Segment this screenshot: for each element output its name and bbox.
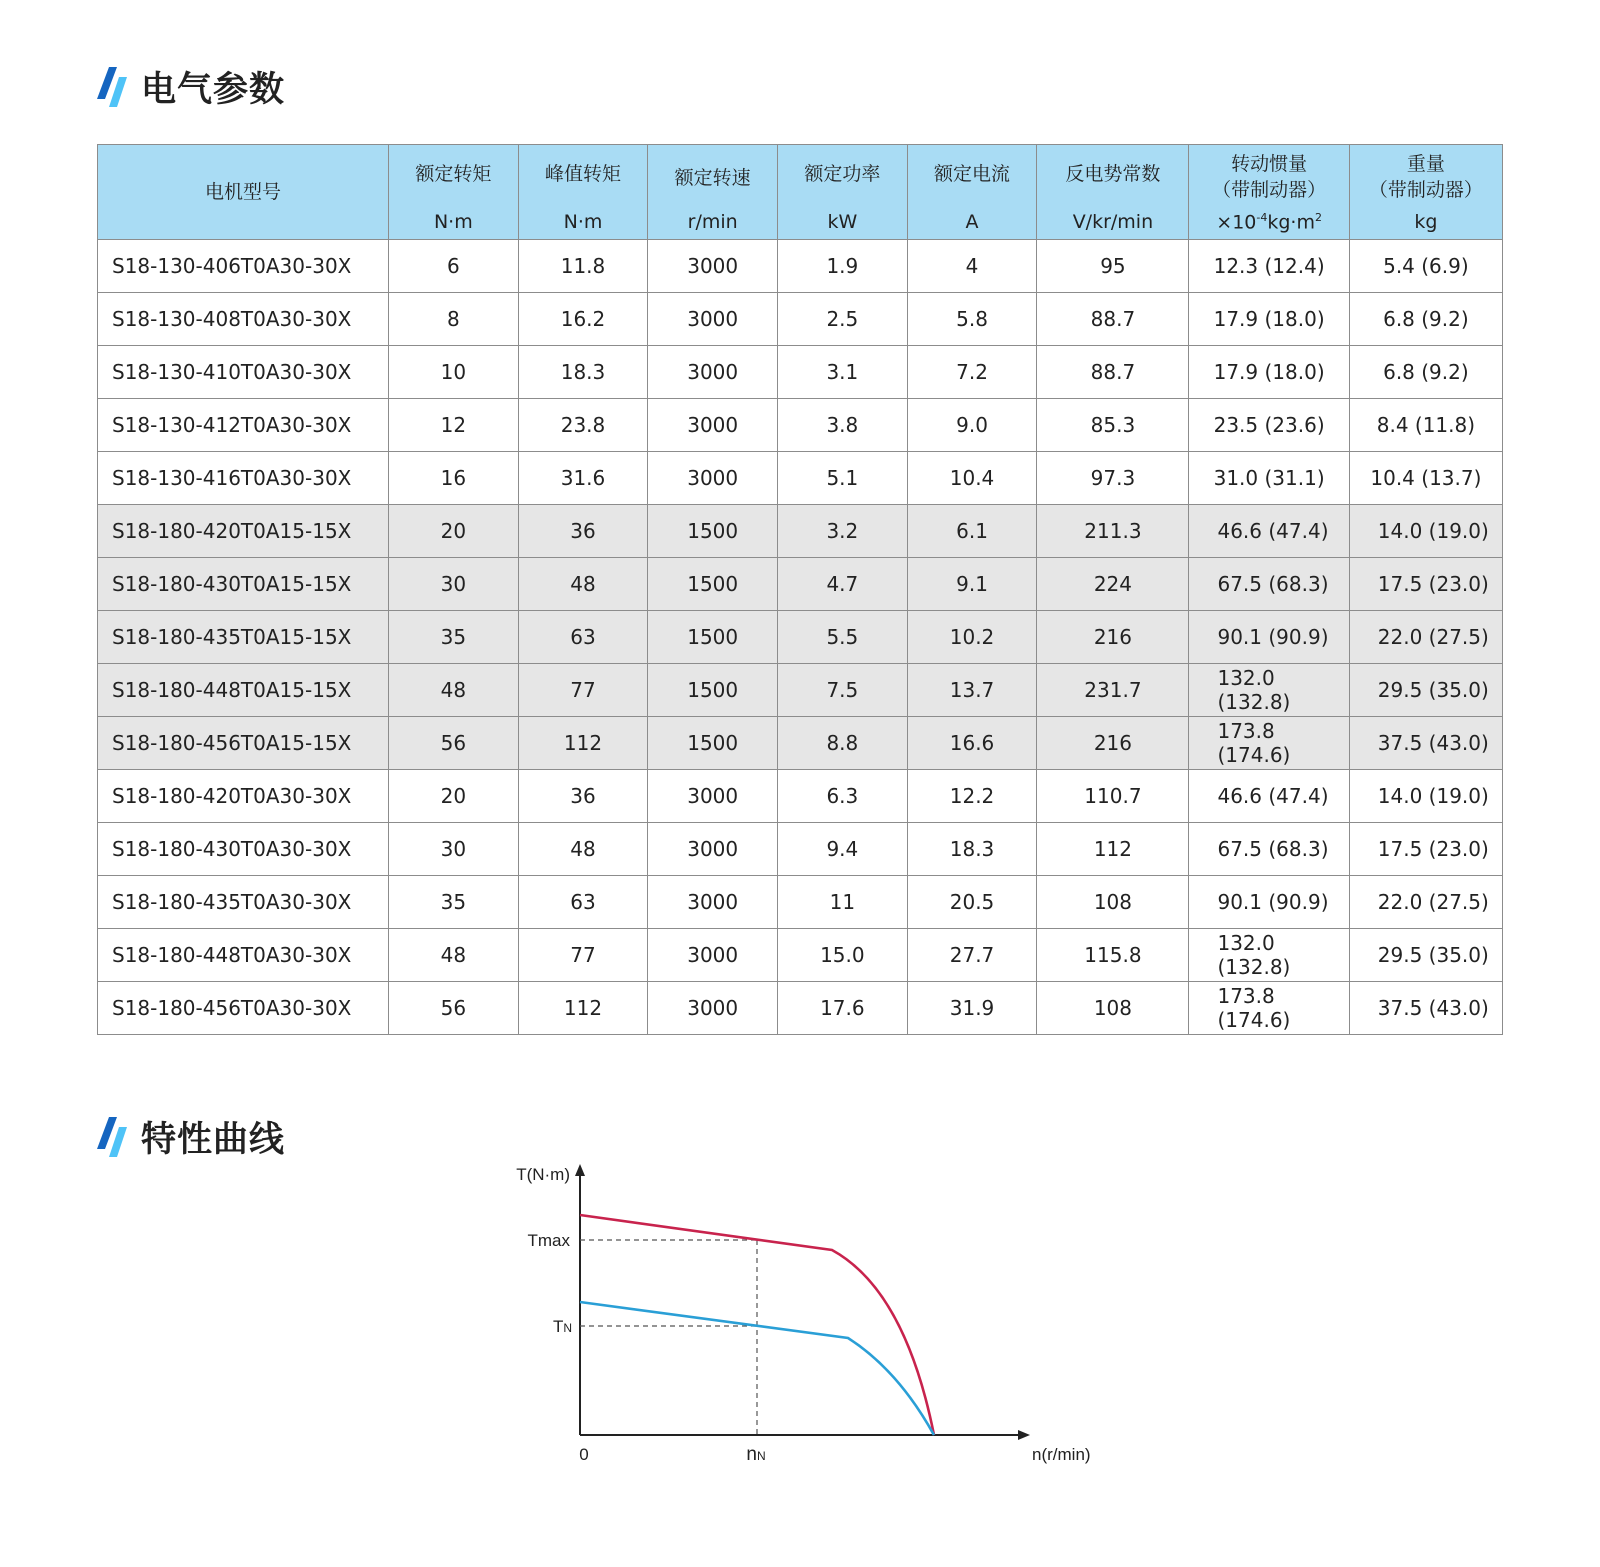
table-cell: 173.8 (174.6): [1189, 982, 1349, 1035]
table-cell: 56: [389, 982, 519, 1035]
table-cell: 20: [389, 505, 519, 558]
table-cell: 48: [389, 664, 519, 717]
table-cell: 4: [907, 240, 1037, 293]
table-cell: 8: [389, 293, 519, 346]
table-cell: 173.8 (174.6): [1189, 717, 1349, 770]
table-header-row: [98, 145, 1503, 240]
header-back-emf: 反电势常数 V/kr/min: [1037, 145, 1189, 240]
table-cell: 10.4: [907, 452, 1037, 505]
header-rated-power: 额定功率 kW: [778, 145, 908, 240]
table-cell: 3000: [648, 929, 778, 982]
table-cell: 31.9: [907, 982, 1037, 1035]
table-cell: 8.4 (11.8): [1349, 399, 1502, 452]
table-cell: 110.7: [1037, 770, 1189, 823]
table-cell: S18-130-408T0A30-30X: [98, 293, 389, 346]
section-title-curve: [97, 1112, 285, 1162]
table-cell: 224: [1037, 558, 1189, 611]
table-cell: 90.1 (90.9): [1189, 611, 1349, 664]
table-cell: 16.2: [518, 293, 648, 346]
table-cell: 67.5 (68.3): [1189, 558, 1349, 611]
section-title-electrical: [97, 62, 285, 112]
table-cell: 1.9: [778, 240, 908, 293]
table-cell: 15.0: [778, 929, 908, 982]
table-cell: 46.6 (47.4): [1189, 770, 1349, 823]
table-cell: 23.8: [518, 399, 648, 452]
table-cell: 29.5 (35.0): [1349, 929, 1502, 982]
origin-label: 0: [579, 1445, 589, 1464]
table-cell: 12.2: [907, 770, 1037, 823]
table-row: [98, 240, 1503, 293]
table-cell: 216: [1037, 717, 1189, 770]
table-row: [98, 823, 1503, 876]
table-cell: 3000: [648, 452, 778, 505]
table-cell: 14.0 (19.0): [1349, 505, 1502, 558]
table-cell: 23.5 (23.6): [1189, 399, 1349, 452]
table-cell: 3000: [648, 982, 778, 1035]
table-cell: 13.7: [907, 664, 1037, 717]
table-cell: 10.4 (13.7): [1349, 452, 1502, 505]
table-row: [98, 293, 1503, 346]
table-cell: S18-180-435T0A15-15X: [98, 611, 389, 664]
table-cell: 97.3: [1037, 452, 1189, 505]
header-peak-torque: 峰值转矩 N·m: [518, 145, 648, 240]
table-cell: 17.9 (18.0): [1189, 293, 1349, 346]
table-cell: 108: [1037, 876, 1189, 929]
table-cell: 67.5 (68.3): [1189, 823, 1349, 876]
table-row: [98, 770, 1503, 823]
table-cell: 3000: [648, 346, 778, 399]
table-cell: 14.0 (19.0): [1349, 770, 1502, 823]
table-cell: 6.8 (9.2): [1349, 346, 1502, 399]
y-axis-label: T(N·m): [516, 1165, 570, 1184]
table-cell: 3.8: [778, 399, 908, 452]
table-cell: S18-180-456T0A30-30X: [98, 982, 389, 1035]
table-cell: 16: [389, 452, 519, 505]
y-axis-arrow: [575, 1164, 585, 1176]
table-cell: 90.1 (90.9): [1189, 876, 1349, 929]
table-body: [98, 240, 1503, 1035]
table-cell: S18-180-420T0A30-30X: [98, 770, 389, 823]
table-cell: 6: [389, 240, 519, 293]
table-cell: 10.2: [907, 611, 1037, 664]
table-cell: 30: [389, 823, 519, 876]
table-cell: 48: [389, 929, 519, 982]
table-cell: 56: [389, 717, 519, 770]
table-cell: 48: [518, 558, 648, 611]
table-cell: 77: [518, 664, 648, 717]
table-cell: 63: [518, 876, 648, 929]
table-cell: 3000: [648, 240, 778, 293]
table-cell: 88.7: [1037, 293, 1189, 346]
header-inertia: 转动惯量 （带制动器） $\times 10^{-4}kg\cdot m^2$: [1189, 145, 1349, 240]
table-cell: 5.1: [778, 452, 908, 505]
table-cell: S18-130-416T0A30-30X: [98, 452, 389, 505]
nn-label: nN: [746, 1444, 766, 1465]
table-cell: 85.3: [1037, 399, 1189, 452]
table-cell: 3000: [648, 770, 778, 823]
table-cell: 211.3: [1037, 505, 1189, 558]
table-cell: 3000: [648, 823, 778, 876]
header-rated-speed: 额定转速 r/min: [648, 145, 778, 240]
table-cell: 95: [1037, 240, 1189, 293]
table-cell: 1500: [648, 717, 778, 770]
table-row: [98, 982, 1503, 1035]
table-cell: 17.5 (23.0): [1349, 558, 1502, 611]
table-cell: 9.0: [907, 399, 1037, 452]
table-row: [98, 664, 1503, 717]
table-cell: 216: [1037, 611, 1189, 664]
table-cell: S18-180-435T0A30-30X: [98, 876, 389, 929]
table-cell: 7.5: [778, 664, 908, 717]
table-cell: 4.7: [778, 558, 908, 611]
table-cell: S18-180-456T0A15-15X: [98, 717, 389, 770]
table-cell: S18-180-448T0A30-30X: [98, 929, 389, 982]
table-cell: 18.3: [518, 346, 648, 399]
table-cell: 18.3: [907, 823, 1037, 876]
tmax-label: Tmax: [527, 1231, 570, 1250]
table-cell: 35: [389, 876, 519, 929]
section-marker-icon: [97, 1115, 131, 1159]
table-cell: 20: [389, 770, 519, 823]
table-cell: 3.2: [778, 505, 908, 558]
table-cell: 36: [518, 770, 648, 823]
table-cell: 10: [389, 346, 519, 399]
table-cell: 36: [518, 505, 648, 558]
header-rated-current: 额定电流 A: [907, 145, 1037, 240]
table-cell: 22.0 (27.5): [1349, 876, 1502, 929]
table-cell: 132.0 (132.8): [1189, 664, 1349, 717]
table-cell: 3000: [648, 293, 778, 346]
table-cell: 17.5 (23.0): [1349, 823, 1502, 876]
table-cell: 17.9 (18.0): [1189, 346, 1349, 399]
section-title-text: 电气参数: [141, 70, 286, 109]
table-row: [98, 611, 1503, 664]
table-cell: 5.5: [778, 611, 908, 664]
torque-speed-curve: [480, 1160, 1120, 1490]
table-cell: S18-130-412T0A30-30X: [98, 399, 389, 452]
table-cell: 22.0 (27.5): [1349, 611, 1502, 664]
table-row: [98, 876, 1503, 929]
table-cell: 3000: [648, 876, 778, 929]
table-cell: 46.6 (47.4): [1189, 505, 1349, 558]
table-cell: 29.5 (35.0): [1349, 664, 1502, 717]
table-cell: 6.8 (9.2): [1349, 293, 1502, 346]
table-cell: 9.1: [907, 558, 1037, 611]
table-row: [98, 505, 1503, 558]
table-cell: 5.8: [907, 293, 1037, 346]
table-cell: S18-130-406T0A30-30X: [98, 240, 389, 293]
tn-label: TN: [552, 1317, 572, 1336]
table-cell: 2.5: [778, 293, 908, 346]
table-cell: 1500: [648, 505, 778, 558]
table-cell: 7.2: [907, 346, 1037, 399]
table-row: [98, 452, 1503, 505]
x-axis-label: n(r/min): [1032, 1445, 1091, 1464]
table-cell: 108: [1037, 982, 1189, 1035]
table-cell: 37.5 (43.0): [1349, 717, 1502, 770]
table-cell: 48: [518, 823, 648, 876]
table-cell: 5.4 (6.9): [1349, 240, 1502, 293]
section-title-text: 特性曲线: [141, 1120, 286, 1159]
table-cell: 12: [389, 399, 519, 452]
table-cell: 6.3: [778, 770, 908, 823]
table-row: [98, 929, 1503, 982]
table-cell: S18-180-430T0A15-15X: [98, 558, 389, 611]
table-cell: 3000: [648, 399, 778, 452]
table-cell: 12.3 (12.4): [1189, 240, 1349, 293]
table-cell: 1500: [648, 611, 778, 664]
table-cell: S18-180-430T0A30-30X: [98, 823, 389, 876]
table-cell: S18-130-410T0A30-30X: [98, 346, 389, 399]
table-row: [98, 717, 1503, 770]
table-row: [98, 399, 1503, 452]
table-row: [98, 346, 1503, 399]
table-cell: 35: [389, 611, 519, 664]
table-cell: 1500: [648, 664, 778, 717]
table-cell: 27.7: [907, 929, 1037, 982]
header-rated-torque: 额定转矩 N·m: [389, 145, 519, 240]
table-cell: 9.4: [778, 823, 908, 876]
table-cell: 112: [1037, 823, 1189, 876]
table-cell: 63: [518, 611, 648, 664]
table-cell: 132.0 (132.8): [1189, 929, 1349, 982]
section-marker-icon: [97, 65, 131, 109]
table-cell: 112: [518, 717, 648, 770]
table-cell: 112: [518, 982, 648, 1035]
x-axis-arrow: [1018, 1430, 1030, 1440]
table-cell: 30: [389, 558, 519, 611]
table-cell: 88.7: [1037, 346, 1189, 399]
table-cell: 20.5: [907, 876, 1037, 929]
table-cell: 11: [778, 876, 908, 929]
table-cell: 3.1: [778, 346, 908, 399]
table-cell: 115.8: [1037, 929, 1189, 982]
table-cell: 37.5 (43.0): [1349, 982, 1502, 1035]
header-model: 电机型号: [98, 145, 389, 240]
table-cell: 8.8: [778, 717, 908, 770]
header-weight: 重量 （带制动器） kg: [1349, 145, 1502, 240]
table-cell: 16.6: [907, 717, 1037, 770]
table-cell: 1500: [648, 558, 778, 611]
table-cell: 31.0 (31.1): [1189, 452, 1349, 505]
table-cell: 6.1: [907, 505, 1037, 558]
table-cell: 11.8: [518, 240, 648, 293]
table-cell: S18-180-448T0A15-15X: [98, 664, 389, 717]
table-cell: 31.6: [518, 452, 648, 505]
table-cell: S18-180-420T0A15-15X: [98, 505, 389, 558]
table-cell: 17.6: [778, 982, 908, 1035]
table-cell: 231.7: [1037, 664, 1189, 717]
electrical-params-table: [97, 144, 1503, 1035]
table-cell: 77: [518, 929, 648, 982]
table-row: [98, 558, 1503, 611]
